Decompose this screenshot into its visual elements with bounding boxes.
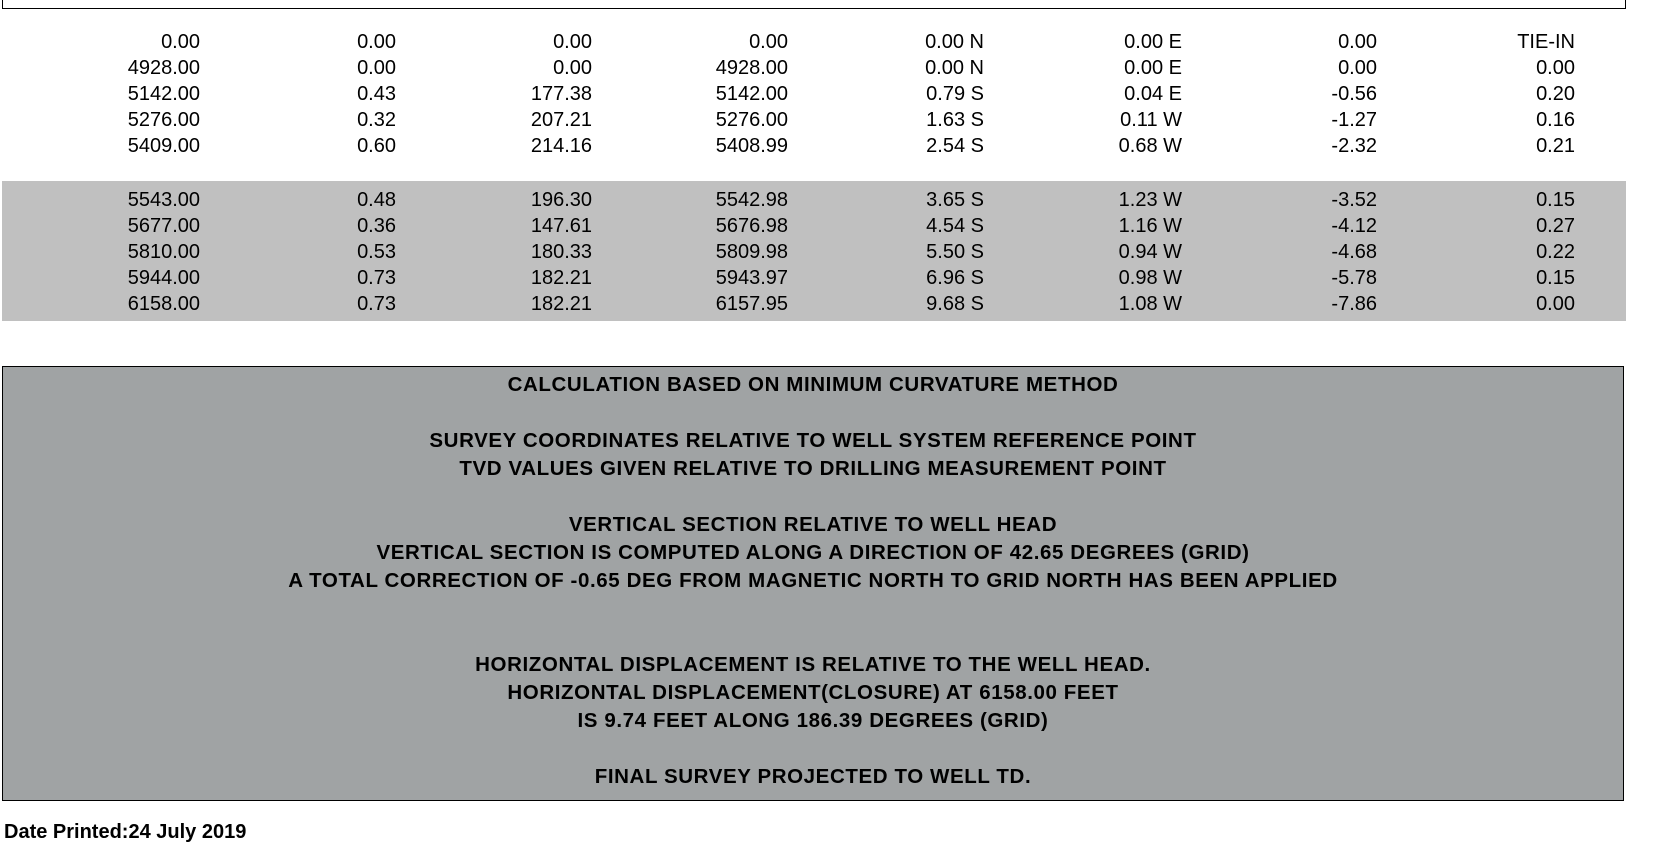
table-cell: 5409.00	[127, 135, 200, 157]
table-cell: 5142.00	[127, 83, 200, 105]
note-vertical-section-relative: VERTICAL SECTION RELATIVE TO WELL HEAD	[568, 513, 1058, 536]
table-row	[2, 291, 1626, 317]
table-cell: 0.04 E	[1124, 83, 1182, 105]
table-cell: 0.32	[357, 109, 396, 131]
table-row	[2, 239, 1626, 265]
table-cell: 0.00 N	[925, 57, 984, 79]
table-cell: 0.68 W	[1118, 135, 1182, 157]
table-cell: 1.08 W	[1118, 293, 1182, 315]
table-cell: -2.32	[1331, 135, 1377, 157]
table-cell: 0.36	[357, 215, 396, 237]
table-cell: 5944.00	[127, 267, 200, 289]
table-cell: 207.21	[530, 109, 592, 131]
table-cell: 0.73	[357, 293, 396, 315]
note-method: CALCULATION BASED ON MINIMUM CURVATURE METHOD	[507, 373, 1119, 396]
note-tvd: TVD VALUES GIVEN RELATIVE TO DRILLING MEASUREMENT POINT	[459, 457, 1167, 480]
survey-table-group-2	[2, 181, 1626, 321]
table-cell: 0.00 E	[1124, 31, 1182, 53]
survey-table-group-1	[2, 29, 1626, 159]
table-cell: 3.65 S	[926, 189, 984, 211]
table-cell: 4.54 S	[926, 215, 984, 237]
table-cell: 0.00	[1536, 293, 1575, 315]
table-cell: 0.00	[357, 57, 396, 79]
table-cell: -7.86	[1331, 293, 1377, 315]
table-cell: 0.11 W	[1120, 109, 1182, 131]
table-cell: 9.68 S	[926, 293, 984, 315]
table-cell: 5677.00	[127, 215, 200, 237]
table-cell: 4928.00	[715, 57, 788, 79]
table-cell: 5542.98	[715, 189, 788, 211]
table-cell: 1.63 S	[926, 109, 984, 131]
table-cell: 0.00	[1536, 57, 1575, 79]
table-cell: 196.30	[530, 189, 592, 211]
table-cell: 2.54 S	[926, 135, 984, 157]
table-row	[2, 107, 1626, 133]
table-row	[2, 213, 1626, 239]
table-cell: 1.16 W	[1118, 215, 1182, 237]
table-cell: 4928.00	[127, 57, 200, 79]
table-cell: 0.00	[1338, 57, 1377, 79]
table-cell: 5276.00	[127, 109, 200, 131]
table-cell: 5142.00	[715, 83, 788, 105]
table-cell: 5809.98	[715, 241, 788, 263]
table-cell: 0.98 W	[1118, 267, 1182, 289]
table-cell: 0.00	[357, 31, 396, 53]
table-cell: 177.38	[530, 83, 592, 105]
table-cell: 0.79 S	[926, 83, 984, 105]
table-cell: 0.00	[749, 31, 788, 53]
table-cell: 0.00 N	[925, 31, 984, 53]
table-cell: 0.00 E	[1124, 57, 1182, 79]
table-cell: 6.96 S	[926, 267, 984, 289]
table-row	[2, 265, 1626, 291]
table-cell: 6157.95	[715, 293, 788, 315]
table-cell: 0.15	[1536, 267, 1575, 289]
table-row	[2, 29, 1626, 55]
table-row	[2, 55, 1626, 81]
table-cell: 0.00	[1338, 31, 1377, 53]
table-cell: -4.12	[1331, 215, 1377, 237]
table-cell: 0.43	[357, 83, 396, 105]
table-cell: 0.60	[357, 135, 396, 157]
table-cell: 0.48	[357, 189, 396, 211]
table-row	[2, 187, 1626, 213]
table-header-cutoff	[2, 0, 1626, 9]
table-cell: 0.20	[1536, 83, 1575, 105]
table-cell: 0.94 W	[1118, 241, 1182, 263]
table-cell: 5.50 S	[926, 241, 984, 263]
table-cell: 0.21	[1536, 135, 1575, 157]
table-cell: 5676.98	[715, 215, 788, 237]
table-cell: 6158.00	[127, 293, 200, 315]
table-cell: -3.52	[1331, 189, 1377, 211]
table-cell: 0.15	[1536, 189, 1575, 211]
table-cell: -0.56	[1331, 83, 1377, 105]
date-printed: Date Printed:24 July 2019	[4, 821, 247, 842]
table-cell: 0.73	[357, 267, 396, 289]
table-cell: -4.68	[1331, 241, 1377, 263]
table-row	[2, 133, 1626, 159]
note-coordinates: SURVEY COORDINATES RELATIVE TO WELL SYSTEM REFERENCE POINT	[429, 429, 1197, 452]
note-vertical-section-direction: VERTICAL SECTION IS COMPUTED ALONG A DIRECTION OF 42.65 DEGREES (GRID)	[376, 541, 1250, 564]
table-cell: 182.21	[530, 267, 592, 289]
table-cell: 5408.99	[715, 135, 788, 157]
table-cell: 5943.97	[715, 267, 788, 289]
table-row	[2, 81, 1626, 107]
table-cell: 182.21	[530, 293, 592, 315]
table-cell: 0.16	[1536, 109, 1575, 131]
table-cell: 0.00	[553, 31, 592, 53]
note-horizontal-displacement-value: IS 9.74 FEET ALONG 186.39 DEGREES (GRID)	[577, 709, 1049, 732]
note-horizontal-displacement-relative: HORIZONTAL DISPLACEMENT IS RELATIVE TO THE WELL HEAD.	[475, 653, 1151, 676]
table-cell: 180.33	[530, 241, 592, 263]
table-cell: 0.27	[1536, 215, 1575, 237]
table-cell: 0.00	[161, 31, 200, 53]
note-total-correction: A TOTAL CORRECTION OF -0.65 DEG FROM MAGNETIC NORTH TO GRID NORTH HAS BEEN APPLIED	[288, 569, 1338, 592]
table-cell: 1.23 W	[1118, 189, 1182, 211]
table-cell: -5.78	[1331, 267, 1377, 289]
survey-notes-box	[2, 366, 1624, 801]
table-cell: 0.00	[553, 57, 592, 79]
note-horizontal-displacement-closure: HORIZONTAL DISPLACEMENT(CLOSURE) AT 6158.00 FEET	[507, 681, 1119, 704]
table-cell: TIE-IN	[1517, 31, 1575, 53]
table-cell: 147.61	[530, 215, 592, 237]
table-cell: 5810.00	[127, 241, 200, 263]
table-cell: 5276.00	[715, 109, 788, 131]
table-cell: 214.16	[530, 135, 592, 157]
table-cell: 0.53	[357, 241, 396, 263]
table-cell: -1.27	[1331, 109, 1377, 131]
table-cell: 0.22	[1536, 241, 1575, 263]
note-final-survey: FINAL SURVEY PROJECTED TO WELL TD.	[594, 765, 1032, 788]
table-cell: 5543.00	[127, 189, 200, 211]
